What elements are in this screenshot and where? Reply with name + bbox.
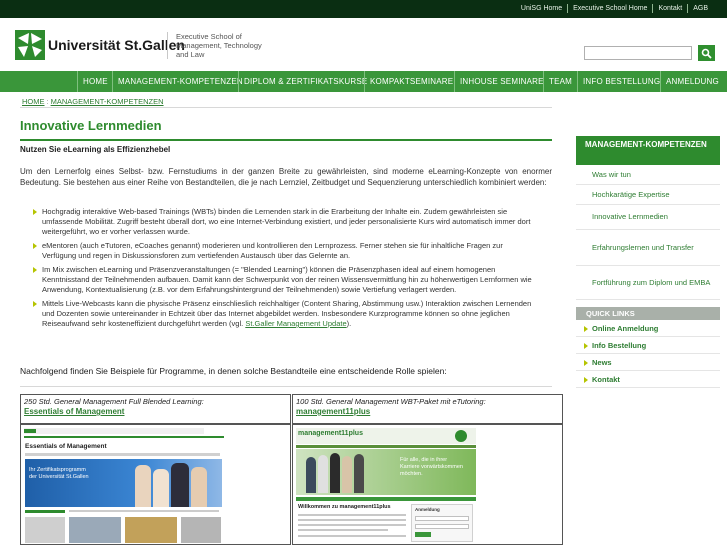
person-figure bbox=[354, 454, 364, 493]
university-name: Universität St.Gallen bbox=[48, 37, 185, 53]
program-cell-management11plus bbox=[292, 394, 563, 424]
quick-link-kontakt[interactable]: Kontakt bbox=[576, 371, 720, 388]
shot-welcome: Willkommen zu management11plus bbox=[298, 504, 391, 510]
seal-icon bbox=[455, 430, 467, 442]
nav-home[interactable]: HOME bbox=[77, 71, 108, 92]
nav-diplom-zertifikatskurse[interactable]: DIPLOM & ZERTIFIKATSKURSE bbox=[238, 71, 367, 92]
person-figure bbox=[191, 467, 207, 507]
arrow-bullet-icon bbox=[33, 267, 37, 273]
arrow-bullet-icon bbox=[584, 343, 588, 349]
person-figure bbox=[342, 456, 352, 493]
arrow-bullet-icon bbox=[33, 301, 37, 307]
top-link-executive-school-home[interactable]: Executive School Home bbox=[567, 4, 652, 13]
person-figure bbox=[306, 457, 316, 493]
feature-list bbox=[33, 207, 533, 333]
mini-logo-icon bbox=[24, 429, 36, 433]
subheading: Nutzen Sie eLearning als Effizienzhebel bbox=[20, 145, 171, 154]
nav-anmeldung[interactable]: ANMELDUNG bbox=[660, 71, 719, 92]
arrow-bullet-icon bbox=[584, 326, 588, 332]
top-bar bbox=[0, 0, 727, 18]
program-caption: 250 Std. General Management Full Blended Learning: bbox=[24, 397, 204, 406]
sidebar-item-was-wir-tun[interactable]: Was wir tun bbox=[576, 165, 720, 185]
sidebar-item-erfahrungslernen[interactable]: Erfahrungslernen und Transfer bbox=[576, 230, 720, 266]
breadcrumb: HOME : MANAGEMENT-KOMPETENZEN bbox=[22, 97, 164, 106]
hsg-logo-icon bbox=[15, 30, 45, 60]
person-figure bbox=[153, 469, 169, 507]
breadcrumb-management-kompetenzen[interactable]: MANAGEMENT-KOMPETENZEN bbox=[50, 97, 164, 106]
arrow-bullet-icon bbox=[33, 209, 37, 215]
main-nav bbox=[0, 71, 727, 92]
essentials-of-management-link[interactable]: Essentials of Management bbox=[24, 407, 125, 416]
nav-team[interactable]: TEAM bbox=[543, 71, 572, 92]
top-link-agb[interactable]: AGB bbox=[687, 4, 713, 13]
quick-link-online-anmeldung[interactable]: Online Anmeldung bbox=[576, 320, 720, 337]
breadcrumb-divider bbox=[20, 107, 552, 108]
list-item: eMentoren (auch eTutoren, eCoaches genannt) moderieren und kontrollieren den Lernprozess. Ferner stehen sie für inhaltliche Fragen zur Verfügung und regen in Diskussionsforen zum vertiefenden Austausch über das Gelernte an. bbox=[33, 241, 533, 261]
management11plus-link[interactable]: management11plus bbox=[296, 407, 371, 416]
nav-info-bestellung[interactable]: INFO BESTELLUNG bbox=[577, 71, 660, 92]
sidebar-item-innovative-lernmedien[interactable]: Innovative Lernmedien bbox=[576, 205, 720, 230]
sidebar-item-hochkaraetige-expertise[interactable]: Hochkarätige Expertise bbox=[576, 185, 720, 205]
program-caption: 100 Std. General Management WBT-Paket mit eTutoring: bbox=[296, 397, 486, 406]
management-update-link[interactable]: St.Galler Management Update bbox=[245, 319, 347, 328]
executive-school-label: Executive School of Management, Technology and Law bbox=[167, 32, 277, 59]
quick-links-title: QUICK LINKS bbox=[576, 307, 720, 320]
sidebar bbox=[576, 136, 720, 300]
arrow-bullet-icon bbox=[33, 243, 37, 249]
nav-management-kompetenzen[interactable]: MANAGEMENT-KOMPETENZEN bbox=[112, 71, 243, 92]
shot-header: management11plus bbox=[298, 430, 363, 437]
nav-kompaktseminare[interactable]: KOMPAKTSEMINARE bbox=[364, 71, 453, 92]
person-figure bbox=[318, 455, 328, 493]
top-links bbox=[516, 4, 713, 13]
list-item: Mittels Live-Webcasts kann die physische Präsenz einschlieslich reichhaltiger (Content Sharing, Abstimmung usw.) Interaktion zwischen Lernenden und Dozenten sowie untereinander in Echtzeit über das Internet abgebildet werden. Insbesondere Kurzprogramme können so ohne jeglichen Reiseaufwand sehr kosteneffizient durchgeführt werden (vgl. St.Galler Management Update). bbox=[33, 299, 533, 329]
breadcrumb-home[interactable]: HOME bbox=[22, 97, 45, 106]
shot-banner: Ihr Zertifikatsprogramm der Universität St.Gallen bbox=[25, 459, 222, 507]
person-figure bbox=[171, 463, 189, 507]
examples-divider bbox=[20, 386, 552, 387]
intro-paragraph: Um den Lernerfolg eines Selbst- bzw. Fernstudiums in der ganzen Breite zu gewährleisten, sind moderne eLearning-Konzepte von enormer Bedeutung. Sie bestehen aus einer Reihe von Bestandteilen, die je nach Lernziel, Zeitbudget und Sequenzierung unterschiedlich kombiniert werden: bbox=[20, 167, 552, 187]
examples-intro: Nachfolgend finden Sie Beispiele für Programme, in denen solche Bestandteile eine entscheidende Rolle spielen: bbox=[20, 366, 447, 376]
search-icon bbox=[701, 48, 712, 59]
person-figure bbox=[330, 453, 340, 493]
shot-header: Essentials of Management bbox=[25, 443, 107, 450]
thumbnail-image bbox=[69, 517, 121, 543]
list-item: Im Mix zwischen eLearning und Präsenzveranstaltungen (= "Blended Learning") können die Präsenzphasen ideal auf einem homogenen Kenntnisstand der Teilnehmenden aufbauen. Damit kann der Schwerpunkt von der reinen Wissensvermittlung hin zu höherwertigen Lernformen wie Anwendung, Kontextualisierung (z.B. vor dem Erfahrungshintergrund der Teilnehmenden) sowie Vertiefung verlagert werden. bbox=[33, 265, 533, 295]
page-title: Innovative Lernmedien bbox=[20, 118, 162, 133]
quick-link-info-bestellung[interactable]: Info Bestellung bbox=[576, 337, 720, 354]
top-link-kontakt[interactable]: Kontakt bbox=[652, 4, 687, 13]
management11plus-screenshot[interactable] bbox=[292, 424, 563, 545]
top-link-unisg-home[interactable]: UniSG Home bbox=[520, 5, 563, 12]
nav-inhouse-seminare[interactable]: INHOUSE SEMINARE bbox=[454, 71, 544, 92]
essentials-screenshot[interactable] bbox=[20, 424, 291, 545]
shot-banner: Für alle, die in ihrer Karriere vorwärtskommen möchten. bbox=[296, 449, 476, 495]
search-button[interactable] bbox=[698, 45, 715, 61]
program-cell-essentials bbox=[20, 394, 291, 424]
quick-link-news[interactable]: News bbox=[576, 354, 720, 371]
search-input[interactable] bbox=[584, 46, 692, 60]
person-figure bbox=[135, 465, 151, 507]
list-item: Hochgradig interaktive Web-based Trainings (WBTs) binden die Lernenden stark in die Erarbeitung der Inhalte ein. Zudem gewährleisten sie umfassende Mobilität. Zugriff besteht überall dort, wo eine Internet-Verbindung existiert, und jeder personalisierte Kurs wird automatisch immer dort weitergeführt, wo er vorher verlassen wurde. bbox=[33, 207, 533, 237]
thumbnail-image bbox=[125, 517, 177, 543]
arrow-bullet-icon bbox=[584, 377, 588, 383]
university-logo[interactable] bbox=[15, 30, 185, 60]
title-divider bbox=[20, 139, 552, 141]
thumbnail-image bbox=[25, 517, 65, 543]
sidebar-title: MANAGEMENT-KOMPETENZEN bbox=[576, 136, 720, 165]
thumbnail-image bbox=[181, 517, 221, 543]
sidebar-item-fortfuehrung[interactable]: Fortführung zum Diplom und EMBA bbox=[576, 266, 720, 300]
arrow-bullet-icon bbox=[584, 360, 588, 366]
shot-login-box: Anmeldung bbox=[411, 504, 473, 542]
